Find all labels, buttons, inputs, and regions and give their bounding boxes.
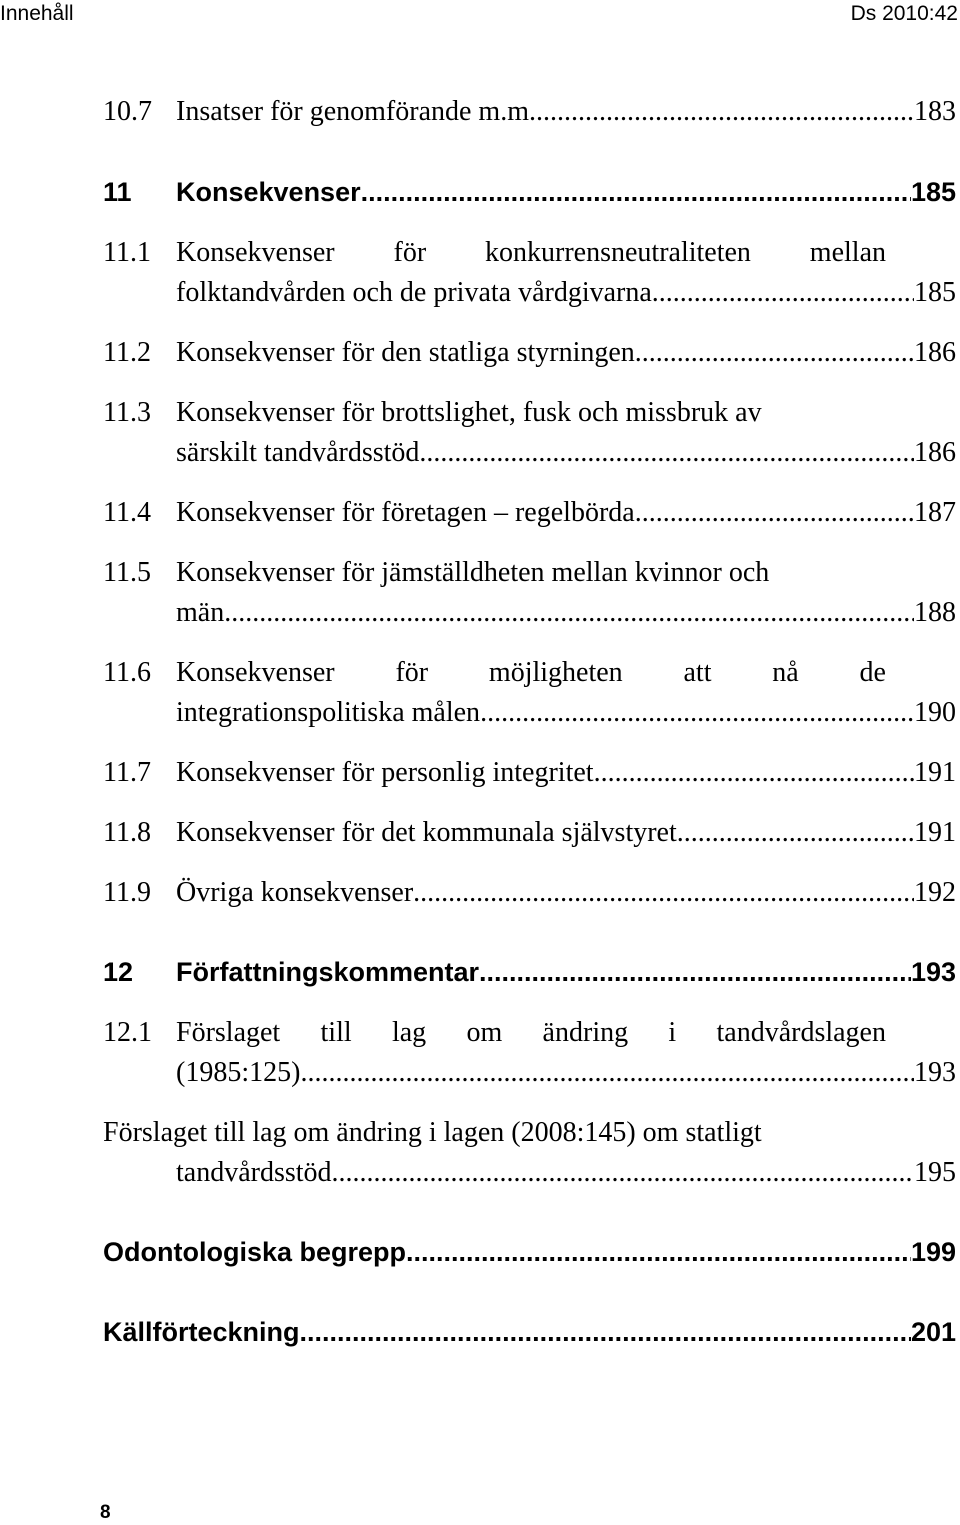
toc-page-number: 186 <box>914 437 956 468</box>
toc-title: särskilt tandvårdsstöd <box>176 437 420 468</box>
toc-title: integrationspolitiska målen <box>176 697 481 728</box>
dot-leader <box>479 957 911 988</box>
toc-number: 11.3 <box>103 397 151 428</box>
toc-entry[interactable] <box>103 237 956 317</box>
toc-title: Författningskommentar <box>176 957 480 987</box>
dot-leader <box>536 96 914 128</box>
toc-title: (1985:125) <box>176 1057 301 1088</box>
toc-number: 12.1 <box>103 1017 152 1048</box>
toc-page-number: 183 <box>914 96 956 127</box>
toc-page-number: 186 <box>914 337 956 368</box>
toc-entry[interactable] <box>103 817 956 857</box>
toc-page-number: 192 <box>914 877 956 908</box>
toc-title-line: Konsekvenser för konkurrensneutraliteten mellan <box>176 237 886 268</box>
toc-title: Insatser för genomförande m.m. <box>176 96 536 127</box>
toc-page-number: 185 <box>910 177 956 207</box>
toc-entry[interactable] <box>103 337 956 377</box>
dot-leader <box>406 1237 911 1268</box>
toc-entry[interactable] <box>103 877 956 917</box>
toc-title-line: Konsekvenser för möjligheten att nå de <box>176 657 886 688</box>
header-document-id: Ds 2010:42 <box>850 2 958 25</box>
toc-page-number: 199 <box>910 1237 956 1267</box>
toc-number: 11.6 <box>103 657 151 688</box>
running-header <box>0 2 960 30</box>
toc-page-number: 188 <box>914 597 956 628</box>
dot-leader <box>413 877 914 909</box>
toc-title: Odontologiska begrepp <box>103 1237 407 1267</box>
toc-entry[interactable] <box>103 497 956 537</box>
toc-chapter-entry[interactable] <box>103 1317 956 1357</box>
toc-number: 11.9 <box>103 877 151 908</box>
toc-title: Källförteckning <box>103 1317 300 1347</box>
toc-title: tandvårdsstöd <box>176 1157 332 1188</box>
dot-leader <box>635 497 914 529</box>
toc-title: folktandvården och de privata vårdgivarna <box>176 277 652 308</box>
toc-number: 12 <box>103 957 134 987</box>
toc-title: Konsekvenser <box>176 177 361 207</box>
toc-entry[interactable] <box>103 557 956 637</box>
toc-number: 11.2 <box>103 337 151 368</box>
toc-page-number: 190 <box>914 697 956 728</box>
toc-title-line: Konsekvenser för brottslighet, fusk och missbruk av <box>176 397 762 428</box>
dot-leader <box>300 1057 914 1089</box>
toc-entry[interactable] <box>103 1017 956 1097</box>
toc-page-number: 193 <box>910 957 956 987</box>
toc-number: 11.5 <box>103 557 151 588</box>
toc-number: 11.8 <box>103 817 151 848</box>
toc-page-number: 185 <box>914 277 956 308</box>
dot-leader <box>652 277 914 309</box>
toc-page-number: 201 <box>910 1317 956 1347</box>
toc-chapter-entry[interactable] <box>103 1237 956 1277</box>
toc-entry[interactable] <box>103 96 956 136</box>
toc-number: 11.7 <box>103 757 151 788</box>
dot-leader <box>300 1317 911 1348</box>
dot-leader <box>677 817 914 849</box>
dot-leader <box>480 697 914 729</box>
toc-page-number: 191 <box>914 817 956 848</box>
toc-number: 11.4 <box>103 497 151 528</box>
toc-page-number: 193 <box>914 1057 956 1088</box>
toc-entry[interactable] <box>103 757 956 797</box>
dot-leader <box>594 757 914 789</box>
toc-number: 10.7 <box>103 96 152 127</box>
toc-page-number: 187 <box>914 497 956 528</box>
toc-title-line: Förslaget till lag om ändring i tandvårdslagen <box>176 1017 886 1048</box>
header-section-title: Innehåll <box>0 2 74 25</box>
toc-title-line: Förslaget till lag om ändring i lagen (2008:145) om statligt <box>103 1117 762 1148</box>
toc-entry[interactable] <box>103 1117 956 1197</box>
toc-title: Konsekvenser för det kommunala självstyret <box>176 817 677 848</box>
toc-entry[interactable] <box>103 657 956 737</box>
toc-page-number: 195 <box>914 1157 956 1188</box>
toc-title-line: Konsekvenser för jämställdheten mellan kvinnor och <box>176 557 770 588</box>
toc-title: Övriga konsekvenser <box>176 877 414 908</box>
toc-page-number: 191 <box>914 757 956 788</box>
toc-title: Konsekvenser för den statliga styrningen <box>176 337 635 368</box>
toc-number: 11.1 <box>103 237 151 268</box>
toc-title: Konsekvenser för företagen – regelbörda <box>176 497 635 528</box>
page-number: 8 <box>100 1502 111 1523</box>
dot-leader <box>419 437 914 469</box>
dot-leader <box>635 337 914 369</box>
toc-entry[interactable] <box>103 397 956 477</box>
dot-leader <box>361 177 911 208</box>
dot-leader <box>224 597 914 629</box>
toc-chapter-entry[interactable] <box>103 177 956 217</box>
toc-number: 11 <box>103 177 132 207</box>
toc-title: män <box>176 597 225 628</box>
toc-chapter-entry[interactable] <box>103 957 956 997</box>
toc-title: Konsekvenser för personlig integritet <box>176 757 594 788</box>
dot-leader <box>332 1157 914 1189</box>
